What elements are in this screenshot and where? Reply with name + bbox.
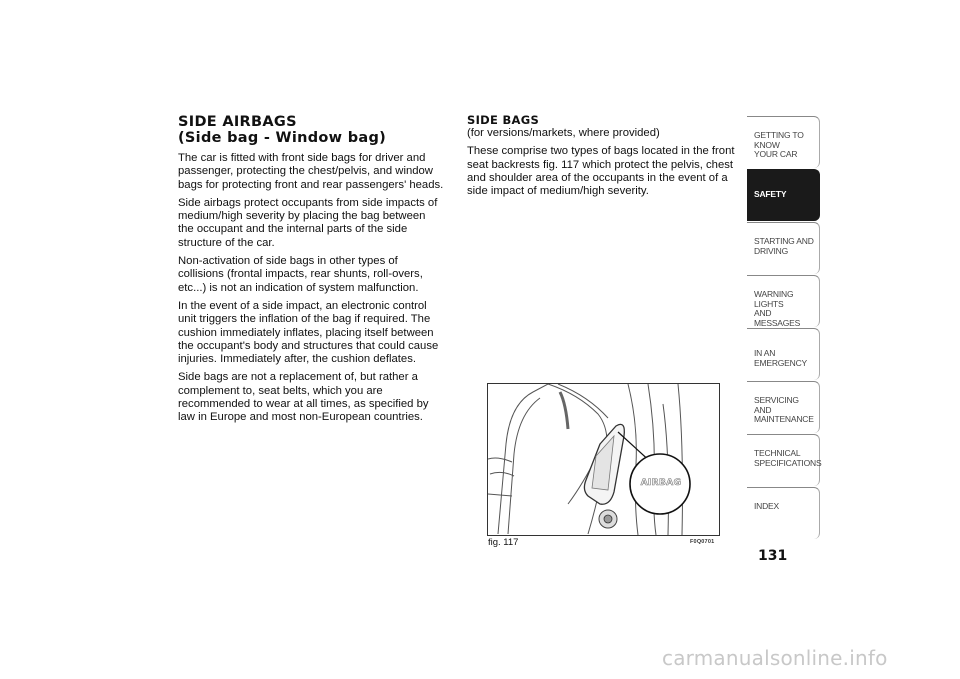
side-bags-paragraph: These comprise two types of bags located in the front seat backrests fig. 117 which protect the pelvis, chest and shoulder area of the occupants in the event of a side impact of medium/high severity. (467, 145, 735, 198)
airbag-label: AIRBAG (640, 478, 682, 488)
paragraph-5: Side bags are not a replacement of, but rather a complement to, seat belts, which you are recommended to wear at all times, as specified by law in Europe and most non-European countries. (178, 371, 429, 424)
tab-label-line-1: SERVICING AND (754, 395, 799, 415)
title-line-2: (Side bag - Window bag) (178, 130, 387, 146)
tab-in-an-emergency[interactable] (747, 328, 820, 380)
page-number: 131 (758, 548, 788, 564)
tab-label-line-2: AND MESSAGES (754, 308, 801, 328)
left-column (178, 114, 444, 430)
tab-label-line-2: YOUR CAR (754, 149, 798, 159)
tab-label-line-1: TECHNICAL (754, 448, 801, 458)
side-bags-subtitle: (for versions/markets, where provided) (467, 127, 660, 139)
tab-label-line-2: SPECIFICATIONS (754, 457, 822, 468)
tab-label-line-2: DRIVING (754, 245, 789, 256)
seat-airbag-illustration (488, 384, 719, 535)
paragraph-1: The car is fitted with front side bags for driver and passenger, protecting the chest/pelvis, and window bags for protecting front and rear passengers' heads. (178, 152, 444, 191)
tab-label-line-1: STARTING AND (754, 236, 814, 246)
paragraph-4: In the event of a side impact, an electronic control unit triggers the inflation of the bag if required. The cushion immediately inflates, placing itself between the occupant's body and structures that could cause injuries. Immediately after, the cushion deflates. (178, 299, 439, 366)
figure-code: F0Q0701 (690, 539, 715, 545)
tab-servicing-and-maintenance[interactable] (747, 381, 820, 433)
tab-safety[interactable] (747, 169, 820, 221)
chapter-tabs (747, 116, 820, 540)
tab-label-line-1: IN AN EMERGENCY (754, 348, 807, 368)
side-bags-heading: SIDE BAGS (467, 113, 540, 127)
tab-starting-and-driving[interactable] (747, 222, 820, 274)
figure-caption: fig. 117 (488, 537, 519, 548)
tab-label-line-2: MAINTENANCE (754, 414, 814, 424)
tab-technical-specifications[interactable] (747, 434, 820, 486)
paragraph-2: Side airbags protect occupants from side impacts of medium/high severity by placing the bag between the occupant and the internal parts of the side structure of the car. (178, 196, 438, 249)
tab-label-line-1: INDEX (754, 501, 779, 511)
section-title (178, 114, 444, 146)
watermark: carmanualsonline.info (662, 646, 888, 670)
tab-label-line-1: WARNING LIGHTS (754, 289, 794, 309)
figure-side-bag-illustration (487, 383, 720, 536)
title-line-1: SIDE AIRBAGS (178, 114, 297, 130)
tab-index[interactable] (747, 487, 820, 539)
tab-getting-to-know-your-car[interactable] (747, 116, 820, 168)
tab-label-line-1: GETTING TO KNOW (754, 130, 804, 150)
right-column (467, 114, 741, 203)
paragraph-3: Non-activation of side bags in other types of collisions (frontal impacts, rear shunts, roll-overs, etc...) is not an indication of system malfunction. (178, 255, 423, 294)
tab-label-line-1: SAFETY (754, 189, 787, 199)
tab-warning-lights-and-messages[interactable] (747, 275, 820, 327)
